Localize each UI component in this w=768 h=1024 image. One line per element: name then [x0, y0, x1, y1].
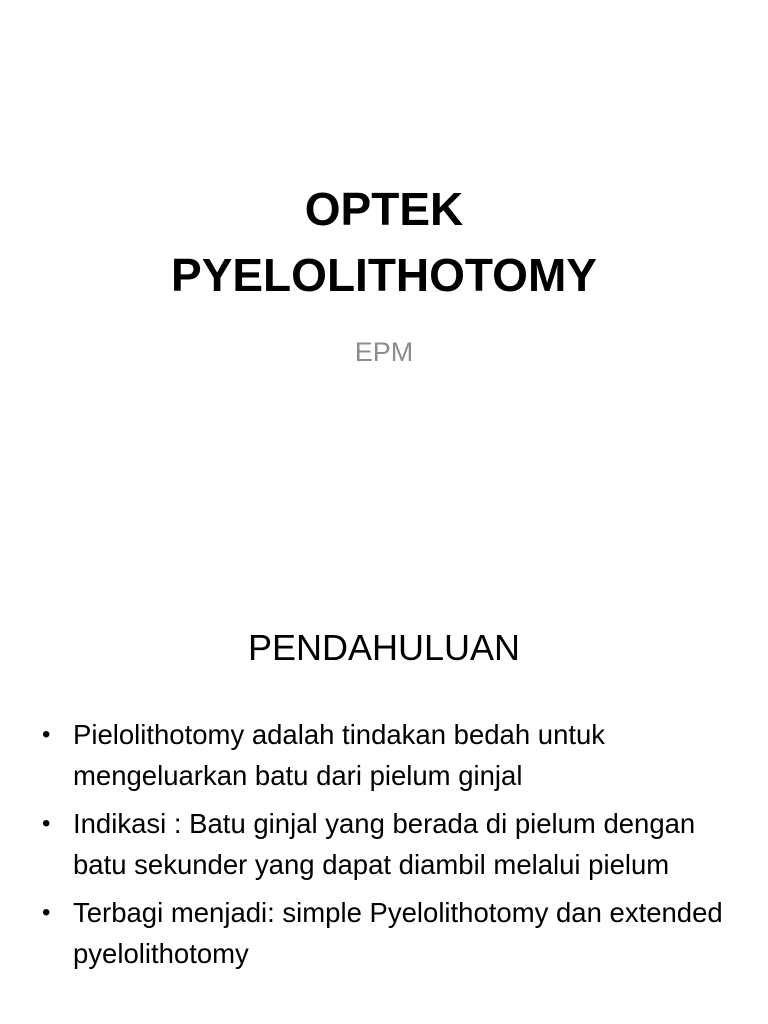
bullet-item	[40, 803, 730, 885]
slide-title-line-2: PYELOLITHOTOMY	[171, 249, 597, 301]
bullet-text: Indikasi : Batu ginjal yang berada di pielum dengan batu sekunder yang dapat diambil melalui pielum	[73, 808, 696, 880]
bullet-item	[40, 892, 730, 974]
bullet-item	[40, 714, 730, 796]
slide-subtitle: EPM	[354, 337, 414, 367]
slide-title	[0, 176, 768, 308]
content-slide	[0, 576, 768, 1024]
bullet-dot-icon: •	[42, 899, 51, 926]
bullet-dot-icon: •	[42, 810, 51, 837]
bullet-text: Pielolithotomy adalah tindakan bedah untuk mengeluarkan batu dari pielum ginjal	[73, 719, 606, 791]
slide-title-line-1: OPTEK	[304, 183, 464, 235]
section-heading: PENDAHULUAN	[247, 627, 521, 668]
bullet-dot-icon: •	[42, 721, 51, 748]
bullet-list	[40, 714, 730, 981]
bullet-text: Terbagi menjadi: simple Pyelolithotomy dan extended pyelolithotomy	[73, 897, 723, 969]
